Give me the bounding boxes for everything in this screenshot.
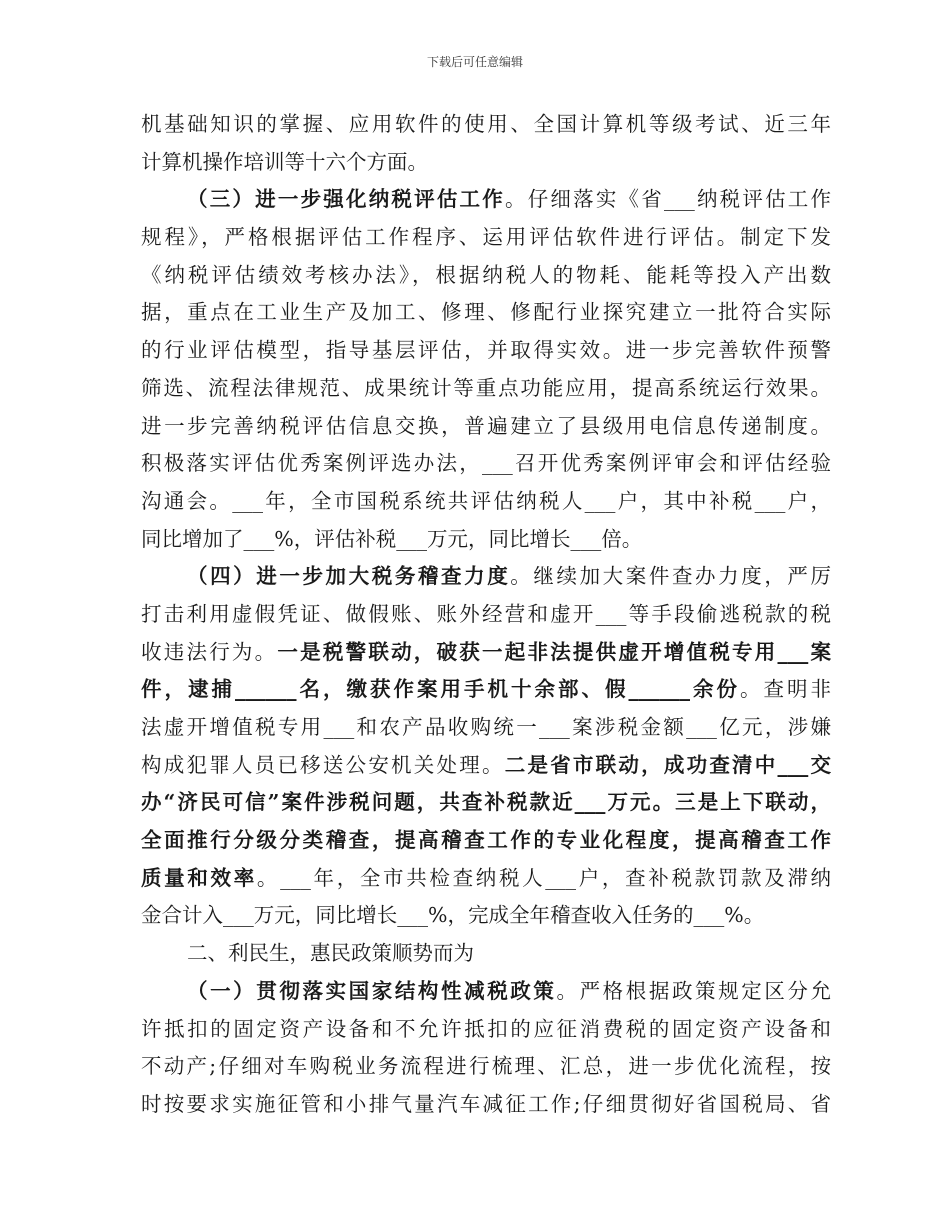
bold-text-segment: 件，逮捕______名，缴获作案用手机十余部、假______余份 — [141, 677, 740, 702]
text-segment: 。___年，全市共检查纳税人___户，查补税款罚款及滞纳 — [256, 865, 832, 890]
text-segment: 构成犯罪人员已移送公安机关处理。 — [141, 752, 505, 777]
bold-text-segment: 一是税警联动，破获一起非法提供虚开增值税专用___案 — [277, 639, 832, 664]
text-segment: 二、利民生，惠民政策顺势而为 — [187, 941, 474, 966]
bold-text-segment: （四）进一步加大税务稽查力度 — [187, 564, 511, 589]
text-line — [141, 747, 831, 785]
text-segment: 筛选、流程法律规范、成果统计等重点功能应用，提高系统运行效果。 — [141, 375, 831, 400]
text-segment: 规程》，严格根据评估工作程序、运用评估软件进行评估。制定下发 — [141, 225, 831, 250]
text-line — [141, 483, 831, 521]
text-segment: 。仔细落实《省___纳税评估工作 — [504, 187, 832, 212]
text-segment: 进一步完善纳税评估信息交换，普遍建立了县级用电信息传递制度。 — [141, 413, 831, 438]
text-segment: 计算机操作培训等十六个方面。 — [141, 149, 428, 174]
text-segment: 机基础知识的掌握、应用软件的使用、全国计算机等级考试、近三年 — [141, 112, 831, 136]
text-segment: 打击利用虚假凭证、做假账、账外经营和虚开___等手段偷逃税款的税 — [141, 601, 831, 626]
text-line — [141, 860, 831, 898]
text-segment: 同比增加了___%，评估补税___万元，同比增长___倍。 — [141, 526, 643, 551]
text-segment: 。查明非 — [740, 677, 831, 702]
text-line — [141, 709, 831, 747]
text-segment: 时按要求实施征管和小排气量汽车减征工作;仔细贯彻好省国税局、省 — [141, 1091, 831, 1116]
bold-text-segment: 全面推行分级分类稽查，提高稽查工作的专业化程度，提高稽查工作 — [141, 828, 831, 853]
text-line — [141, 521, 831, 559]
text-line — [141, 408, 831, 446]
text-line — [141, 181, 831, 219]
text-line — [141, 144, 831, 182]
text-line — [141, 219, 831, 257]
text-segment: 法虚开增值税专用___和农产品收购统一___案涉税金额___亿元，涉嫌 — [141, 715, 831, 739]
text-line — [141, 370, 831, 408]
text-line — [141, 1048, 831, 1086]
text-line — [141, 935, 831, 973]
page-header: 下载后可任意编辑 — [426, 55, 523, 69]
text-segment: 。严格根据政策规定区分允 — [556, 978, 832, 1003]
document-body — [141, 106, 831, 1124]
text-line — [141, 1011, 831, 1049]
text-line — [141, 822, 831, 860]
text-segment: 积极落实评估优秀案例评选办法，___召开优秀案例评审会和评估经验 — [141, 451, 831, 476]
bold-text-segment: （一）贯彻落实国家结构性减税政策 — [187, 978, 557, 1003]
text-segment: 的行业评估模型，指导基层评估，并取得实效。进一步完善软件预警 — [141, 338, 831, 363]
bold-text-segment: （三）进一步强化纳税评估工作 — [187, 187, 505, 212]
text-segment: 许抵扣的固定资产设备和不允许抵扣的应征消费税的固定资产设备和 — [141, 1016, 831, 1041]
text-line — [141, 897, 831, 935]
text-line — [141, 558, 831, 596]
text-segment: 。继续加大案件查办力度，严厉 — [510, 564, 831, 589]
text-line — [141, 257, 831, 295]
text-line — [141, 634, 831, 672]
text-line — [141, 294, 831, 332]
text-segment: 收违法行为。 — [141, 639, 278, 664]
text-line — [141, 106, 831, 144]
text-segment: 据，重点在工业生产及加工、修理、修配行业探究建立一批符合实际 — [141, 300, 831, 325]
text-segment: 金合计入___万元，同比增长___%，完成全年稽查收入任务的___%。 — [141, 903, 765, 928]
text-line — [141, 445, 831, 483]
text-line — [141, 973, 831, 1011]
text-line — [141, 596, 831, 634]
text-line — [141, 332, 831, 370]
text-segment: 不动产;仔细对车购税业务流程进行梳理、汇总，进一步优化流程，按 — [141, 1054, 831, 1079]
bold-text-segment: 二是省市联动，成功查清中___交 — [504, 752, 832, 777]
text-segment: 《纳税评估绩效考核办法》，根据纳税人的物耗、能耗等投入产出数 — [141, 262, 831, 287]
bold-text-segment: 办“济民可信”案件涉税问题，共查补税款近___万元。三是上下联动， — [141, 790, 831, 815]
bold-text-segment: 质量和效率 — [141, 865, 257, 890]
text-line — [141, 1086, 831, 1124]
text-segment: 沟通会。___年，全市国税系统共评估纳税人___户，其中补税___户， — [141, 488, 831, 513]
text-line — [141, 784, 831, 822]
text-line — [141, 671, 831, 709]
